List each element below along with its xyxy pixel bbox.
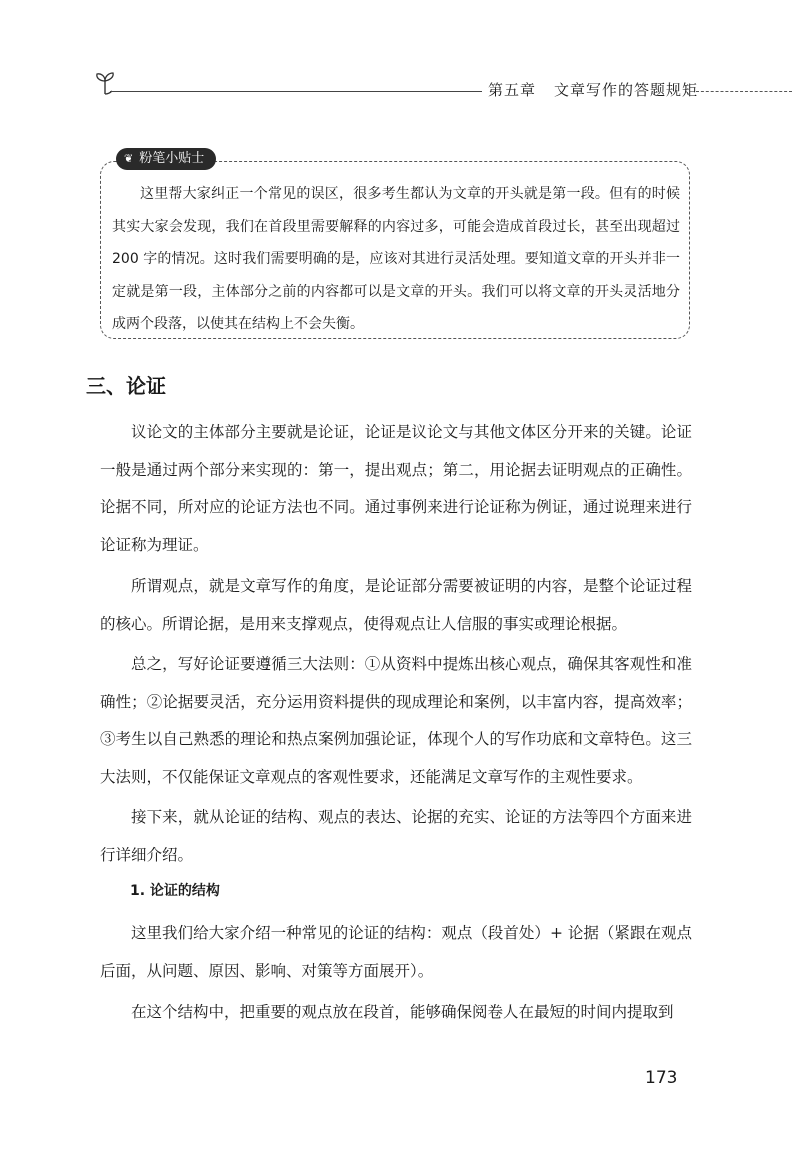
tip-text: 这里帮大家纠正一个常见的误区，很多考生都认为文章的开头就是第一段。但有的时候其实大家会发现，我们在首段里需要解释的内容过多，可能会造成首段过长，甚至出现超过 200 字的情况。这时我们需要明确的是，应该对其进行灵活处理。要知道文章的开头并非一定就是第一段，主体部分之前的内容都可以是文章的开头。我们可以将文章的开头灵活地分成两个段落，以使其在结构上不会失衡。 [112, 186, 680, 332]
paragraph: 这里我们给大家介绍一种常见的论证的结构：观点（段首处）+ 论据（紧跟在观点后面，从问题、原因、影响、对策等方面展开）。 [100, 924, 692, 980]
sprout-icon [92, 70, 118, 96]
chapter-number: 第五章 [488, 81, 537, 99]
running-header [92, 70, 792, 100]
paragraph: 接下来，就从论证的结构、观点的表达、论据的充实、论证的方法等四个方面来进行详细介绍。 [100, 808, 692, 864]
chapter-heading [482, 79, 704, 100]
section-title: 三、论证 [86, 374, 166, 398]
paragraph: 所谓观点，就是文章写作的角度，是论证部分需要被证明的内容，是整个论证过程的核心。所谓论据，是用来支撑观点，使得观点让人信服的事实或理论根据。 [100, 577, 692, 633]
tip-label-text: 粉笔小贴士 [139, 151, 205, 166]
leaf-icon: ❦ [124, 152, 134, 165]
tip-label [116, 148, 216, 170]
paragraph: 议论文的主体部分主要就是论证，论证是议论文与其他文体区分开来的关键。论证一般是通过两个部分来实现的：第一，提出观点；第二，用论据去证明观点的正确性。论据不同，所对应的论证方法也不同。通过事例来进行论证称为例证，通过说理来进行论证称为理证。 [100, 423, 692, 554]
subheading: 1. 论证的结构 [130, 883, 220, 899]
paragraph: 在这个结构中，把重要的观点放在段首，能够确保阅卷人在最短的时间内提取到 [131, 1003, 674, 1021]
chapter-title: 文章写作的答题规矩 [554, 81, 699, 99]
page-number: 173 [645, 1068, 678, 1088]
header-rule-right [696, 91, 792, 92]
paragraph: 总之，写好论证要遵循三大法则：①从资料中提炼出核心观点，确保其客观性和准确性；②论据要灵活，充分运用资料提供的现成理论和案例，以丰富内容，提高效率；③考生以自己熟悉的理论和热点案例加强论证，体现个人的写作功底和文章特色。这三大法则，不仅能保证文章观点的客观性要求，还能满足文章写作的主观性要求。 [100, 655, 692, 786]
